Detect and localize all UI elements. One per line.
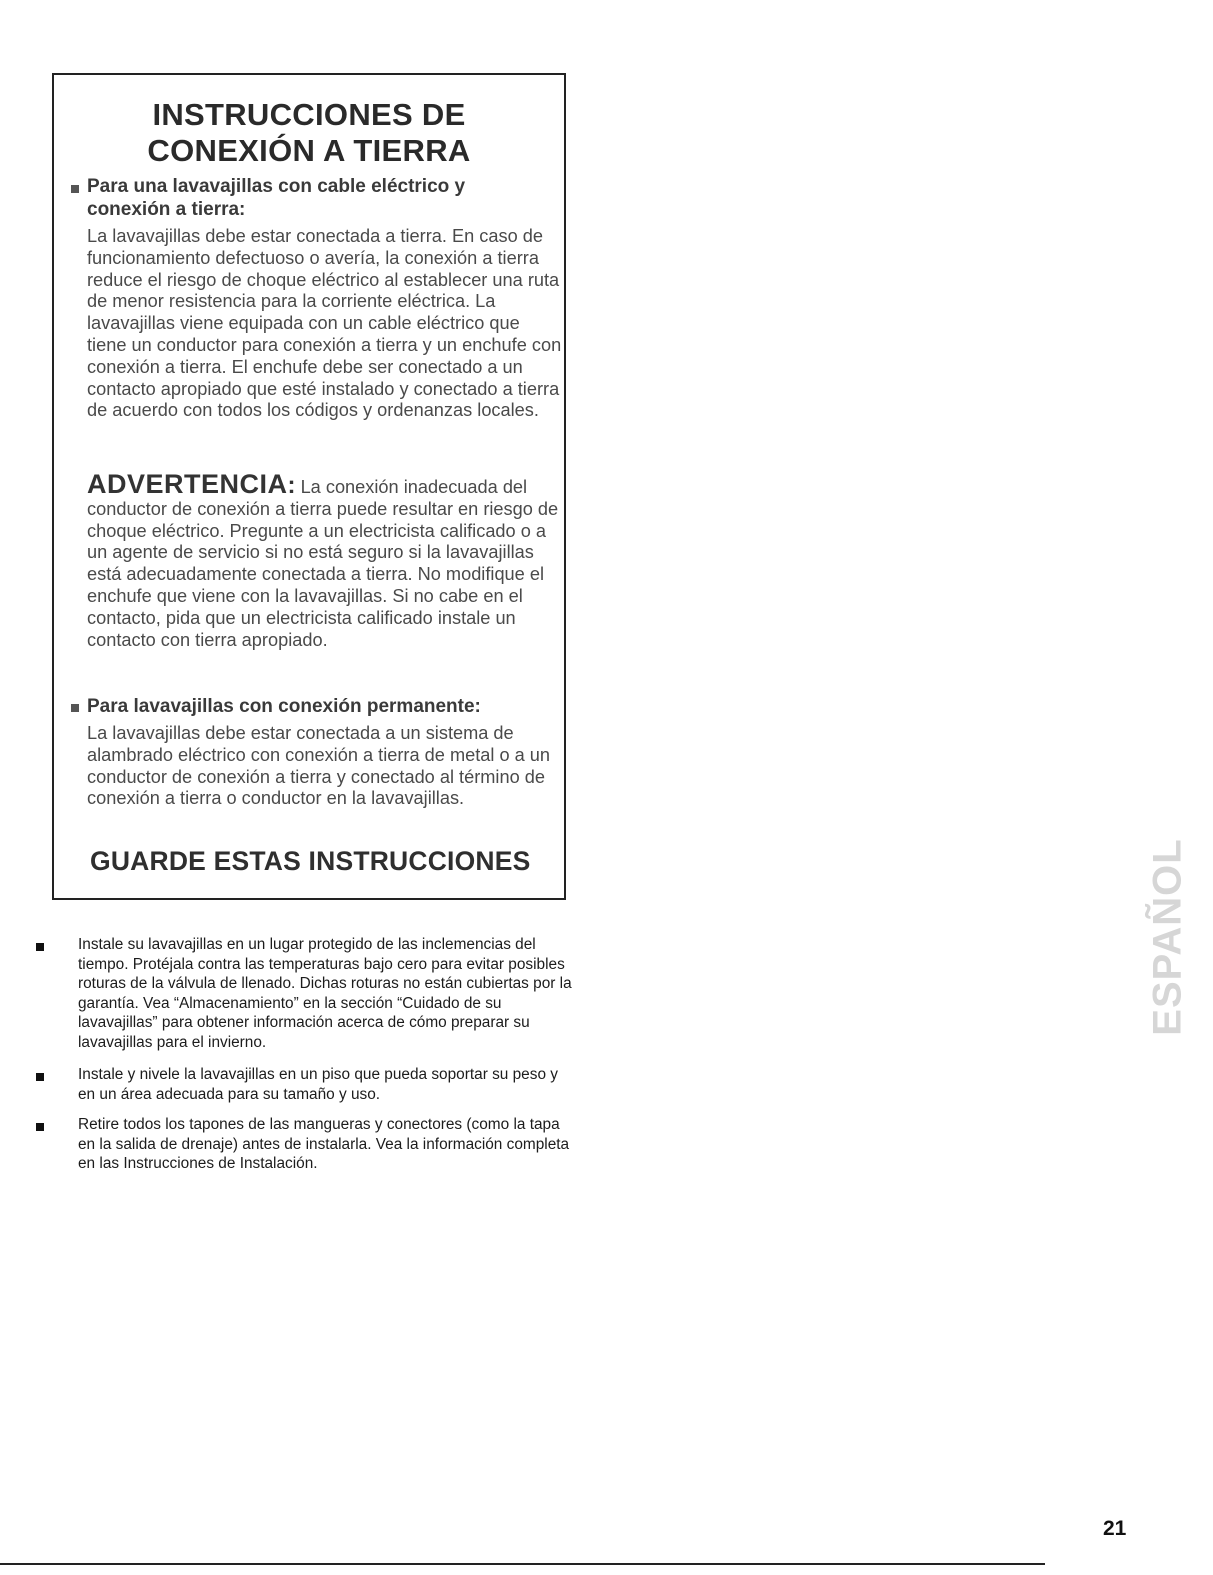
warning-paragraph <box>87 469 562 651</box>
section2-heading: Para lavavajillas con conexión permanente: <box>87 696 481 717</box>
save-instructions-heading: GUARDE ESTAS INSTRUCCIONES <box>90 846 531 876</box>
bullet-icon <box>36 943 44 951</box>
warning-text: La conexión inadecuada del conductor de conexión a tierra puede resultar en riesgo de choque eléctrico. Pregunte a un electricista calificado o a un agente de servicio si no está seguro si la lavavajillas está adecuadamente conectada a tierra. No modifique el enchufe que viene con la lavavajillas. Si no cabe en el contacto, pida que un electricista calificado instale un contacto con tierra apropiado. <box>87 477 559 650</box>
bullet-icon <box>36 1073 44 1081</box>
section1-heading-line1: Para una lavavajillas con cable eléctrico y <box>87 176 466 197</box>
section2-text: La lavavajillas debe estar conectada a un sistema de alambrado eléctrico con conexión a tierra de metal o a un conductor de conexión a tierra y conectado al término de conexión a tierra o conductor en la lavavajillas. <box>87 723 551 809</box>
list-item: Instale y nivele la lavavajillas en un piso que pueda soportar su peso y en un área adecuada para su tamaño y uso. <box>78 1066 558 1103</box>
grounding-instructions-box <box>52 73 566 900</box>
language-label: ESPAÑOL <box>1145 838 1190 1036</box>
list-item: Instale su lavavajillas en un lugar protegido de las inclemencias del tiempo. Protéjala contra las temperaturas bajo cero para evitar posibles roturas de la válvula de llenado. Dichas roturas no están cubiertas por la garantía. Vea “Almacenamiento” en la sección “Cuidado de su lavavajillas” para obtener información acerca de cómo preparar su lavavajillas para el invierno. <box>78 936 572 1051</box>
square-bullet-icon <box>71 185 79 193</box>
square-bullet-icon <box>71 704 79 712</box>
section1-heading-line2: conexión a tierra: <box>87 199 246 220</box>
list-item: Retire todos los tapones de las mangueras y conectores (como la tapa en la salida de drenaje) antes de instalarla. Vea la información completa en las Instrucciones de Instalación. <box>78 1116 570 1172</box>
bottom-divider <box>0 1563 1045 1565</box>
language-side-tab <box>1145 818 1190 1056</box>
box-title-line1: INSTRUCCIONES DE <box>152 97 466 132</box>
warning-label: ADVERTENCIA <box>87 469 288 499</box>
bullet-icon <box>36 1123 44 1131</box>
warning-colon: : <box>287 472 296 499</box>
page-number: 21 <box>1103 1517 1127 1540</box>
box-title-line2: CONEXIÓN A TIERRA <box>147 133 471 168</box>
section1-text: La lavavajillas debe estar conectada a tierra. En caso de funcionamiento defectuoso o avería, la conexión a tierra reduce el riesgo de choque eléctrico al establecer una ruta de menor resistencia para la corriente eléctrica. La lavavajillas viene equipada con un cable eléctrico que tiene un conductor para conexión a tierra y un enchufe con conexión a tierra. El enchufe debe ser conectado a un contacto apropiado que esté instalado y conectado a tierra de acuerdo con todos los códigos y ordenanzas locales. <box>87 226 562 421</box>
